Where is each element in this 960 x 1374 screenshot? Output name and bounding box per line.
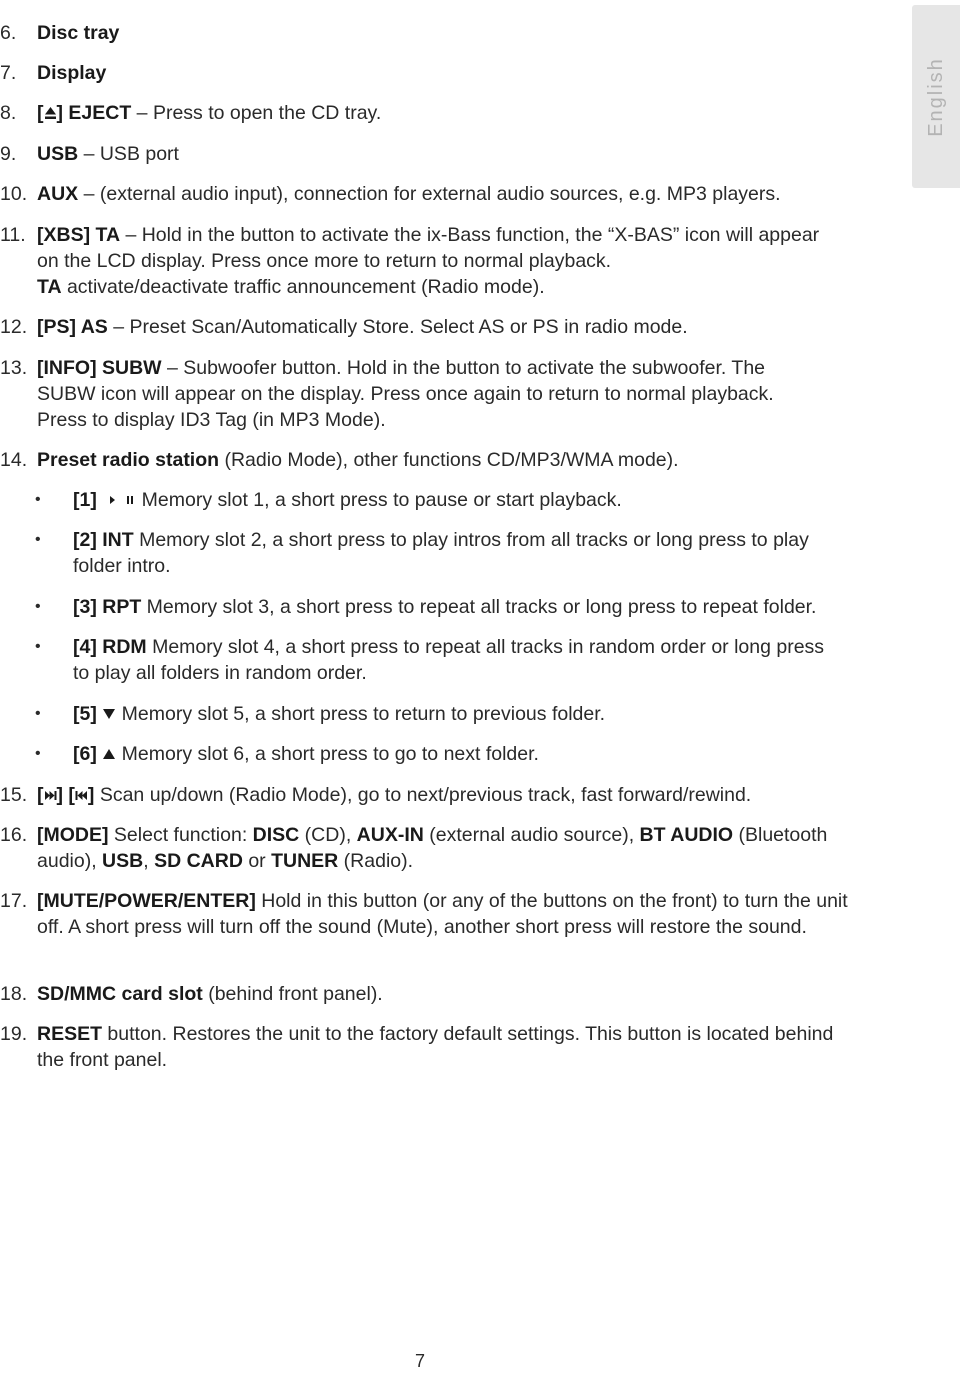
page-number: 7	[414, 1351, 425, 1371]
language-tab-label: English	[925, 56, 947, 137]
list-item: 16. [MODE] Select function: DISC (CD), AUX-IN (external audio source), BT AUDIO (Bluetooth audio), USB, SD CARD or TUNER (Radio).	[0, 824, 828, 872]
list-item: 7. Display	[0, 62, 107, 84]
previous-track-icon	[75, 789, 88, 802]
bullet-item: • [6] Memory slot 6, a short press to go to next folder.	[35, 743, 539, 765]
list-item: 19. RESET button. Restores the unit to the factory default settings. This button is located behind the front panel.	[0, 1023, 834, 1071]
bullet-item: • [4] RDM Memory slot 4, a short press to repeat all tracks in random order or long press to play all folders in random order.	[35, 636, 825, 684]
bullet-item: • [1] Memory slot 1, a short press to pause or start playback.	[35, 489, 622, 511]
list-item: 8. [ ] EJECT – Press to open the CD tray.	[0, 102, 382, 124]
list-item: 17. [MUTE/POWER/ENTER] Hold in this button (or any of the buttons on the front) to turn the unit off. A short press will turn off the sound (Mute), another short press will restore the sound.	[0, 890, 848, 938]
list-item: 18. SD/MMC card slot (behind front panel).	[0, 983, 383, 1005]
language-tab	[912, 5, 960, 188]
triangle-down-icon	[102, 708, 116, 720]
triangle-up-icon	[102, 748, 116, 760]
list-item: 14. Preset radio station (Radio Mode), other functions CD/MP3/WMA mode).	[0, 449, 679, 471]
list-item: 11. [XBS] TA – Hold in the button to activate the ix-Bass function, the “X-BAS” icon will appear on the LCD display. Press once more to return to normal playback. TA activate/deactivate traffic announcement (Radio mode).	[0, 224, 820, 298]
list-item: 10. AUX – (external audio input), connection for external audio sources, e.g. MP3 players.	[0, 183, 781, 205]
bullet-item: • [5] Memory slot 5, a short press to return to previous folder.	[35, 703, 606, 725]
eject-icon	[44, 106, 57, 120]
next-track-icon	[44, 789, 57, 802]
bullet-item: • [3] RPT Memory slot 3, a short press to repeat all tracks or long press to repeat folder.	[35, 596, 817, 618]
list-item: 12. [PS] AS – Preset Scan/Automatically Store. Select AS or PS in radio mode.	[0, 316, 688, 338]
list-item: 15. [ ] [ ] Scan up/down (Radio Mode), go to next/previous track, fast forward/rewind.	[0, 784, 752, 806]
bullet-item: • [2] INT Memory slot 2, a short press to play intros from all tracks or long press to play folder intro.	[35, 529, 809, 577]
list-item: 13. [INFO] SUBW – Subwoofer button. Hold in the button to activate the subwoofer. The SUBW icon will appear on the display. Press once again to return to normal playback. Press to display ID3 Tag (in MP3 Mode).	[0, 357, 774, 431]
play-pause-icon	[102, 493, 136, 507]
list-item: 6. Disc tray	[0, 22, 120, 44]
list-item: 9. USB – USB port	[0, 143, 179, 165]
